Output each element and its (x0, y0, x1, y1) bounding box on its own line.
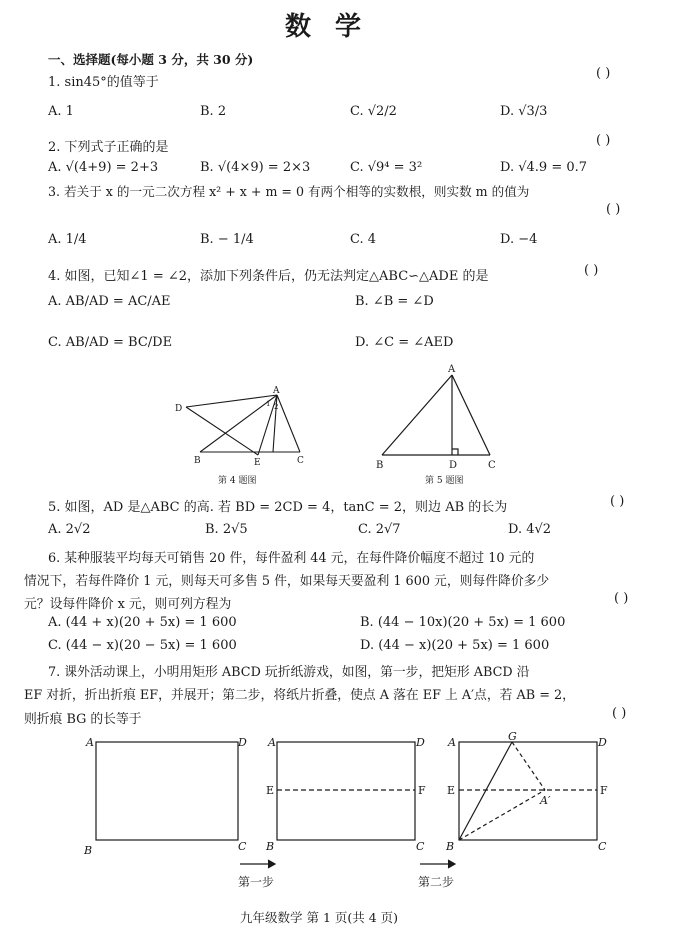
fig4-label-2: 2 (274, 403, 279, 411)
q4-option-d: D. ∠C = ∠AED (355, 335, 454, 350)
q3-answer-bracket: ( ) (606, 202, 621, 217)
fig4-label-d: D (175, 404, 183, 414)
figure-5-caption: 第 5 题图 (425, 476, 464, 486)
q2-option-c: C. √9⁴ = 3² (350, 160, 423, 175)
q4-option-c: C. AB/AD = BC/DE (48, 335, 173, 350)
fig7-r1-label-b: B (84, 844, 93, 857)
fig7-step1-caption: 第一步 (238, 875, 275, 889)
q4-stem: 4. 如图，已知∠1 = ∠2，添加下列条件后，仍无法判定△ABC∽△ADE 的是 (48, 269, 489, 284)
fig7-r2-label-f: F (418, 784, 426, 797)
q1-answer-bracket: ( ) (596, 66, 611, 81)
fig7-r2-label-c: C (416, 840, 425, 853)
fig5-label-c: C (488, 460, 496, 470)
figure-5-triangle (370, 360, 510, 470)
figure-4-triangles (170, 360, 320, 470)
q5-option-a: A. 2√2 (48, 522, 91, 537)
q6-option-c: C. (44 − x)(20 − 5x) = 1 600 (48, 638, 237, 653)
fig7-r1-label-c: C (238, 840, 247, 853)
q5-stem: 5. 如图，AD 是△ABC 的高. 若 BD = 2CD = 4，tanC = 2，则边 AB 的长为 (48, 500, 508, 515)
fig7-r1-label-a: A (86, 736, 94, 749)
q1-option-b: B. 2 (200, 104, 227, 119)
q3-option-c: C. 4 (350, 232, 377, 247)
fig5-label-b: B (376, 460, 384, 470)
q5-option-d: D. 4√2 (508, 522, 552, 537)
q7-stem-line3: 则折痕 BG 的长等于 (24, 712, 142, 727)
page-title: 数学 (285, 12, 386, 42)
fig7-r2-label-d: D (416, 736, 425, 749)
q2-option-d: D. √4.9 = 0.7 (500, 160, 588, 175)
fig7-r2-label-b: B (266, 840, 275, 853)
q5-option-b: B. 2√5 (205, 522, 248, 537)
q1-stem: 1. sin45°的值等于 (48, 75, 159, 90)
q5-answer-bracket: ( ) (610, 494, 625, 509)
q1-option-d: D. √3/3 (500, 104, 548, 119)
q3-option-b: B. − 1/4 (200, 232, 254, 247)
fig4-label-c: C (297, 456, 304, 466)
fig5-label-d: D (449, 460, 458, 470)
fig7-step2-caption: 第二步 (418, 875, 455, 889)
q7-answer-bracket: ( ) (612, 706, 627, 721)
q6-option-d: D. (44 − x)(20 + 5x) = 1 600 (360, 638, 550, 653)
figure-4-caption: 第 4 题图 (218, 476, 257, 486)
fig7-r3-label-c: C (598, 840, 607, 853)
q4-option-b: B. ∠B = ∠D (355, 294, 434, 309)
q6-answer-bracket: ( ) (614, 591, 629, 606)
q4-option-a: A. AB/AD = AC/AE (48, 294, 171, 309)
q5-option-c: C. 2√7 (358, 522, 401, 537)
q6-stem-line1: 6. 某种服装平均每天可销售 20 件，每件盈利 44 元，在每件降价幅度不超过 10 元的 (48, 551, 535, 566)
fig7-r3-label-d: D (598, 736, 607, 749)
q6-option-a: A. (44 + x)(20 + 5x) = 1 600 (48, 615, 237, 630)
q1-option-a: A. 1 (48, 104, 74, 119)
q2-option-a: A. √(4+9) = 2+3 (48, 160, 159, 175)
fig4-label-a: A (273, 386, 280, 396)
fig5-label-a: A (448, 364, 456, 375)
q7-stem-line1: 7. 课外活动课上，小明用矩形 ABCD 玩折纸游戏，如图，第一步，把矩形 ABCD 沿 (48, 665, 530, 680)
fig7-r3-label-b: B (446, 840, 455, 853)
q3-stem: 3. 若关于 x 的一元二次方程 x² + x + m = 0 有两个相等的实数根，则实数 m 的值为 (48, 184, 530, 199)
page-footer: 九年级数学 第 1 页(共 4 页) (240, 910, 399, 925)
q6-stem-line3: 元？设每件降价 x 元，则可列方程为 (24, 597, 232, 612)
fig7-r3-label-a-prime: A′ (540, 794, 551, 807)
fig4-label-1: 1 (266, 400, 271, 408)
q3-option-a: A. 1/4 (48, 232, 87, 247)
fig7-r3-label-e: E (447, 784, 456, 797)
q2-option-b: B. √(4×9) = 2×3 (200, 160, 311, 175)
q1-option-c: C. √2/2 (350, 104, 397, 119)
fig7-r3-label-a: A (448, 736, 456, 749)
q2-stem: 2. 下列式子正确的是 (48, 140, 169, 155)
q3-option-d: D. −4 (500, 232, 538, 247)
q7-stem-line2: EF 对折，折出折痕 EF，并展开；第二步，将纸片折叠，使点 A 落在 EF 上 A′点，若 AB = 2， (24, 688, 575, 703)
q6-stem-line2: 情况下，若每件降价 1 元，则每天可多售 5 件，如果每天要盈利 1 600 元，则每件降价多少 (24, 574, 550, 589)
fig4-label-b: B (194, 456, 201, 466)
section-heading: 一、选择题(每小题 3 分，共 30 分) (48, 52, 254, 67)
fig7-r2-label-a: A (268, 736, 276, 749)
fig4-label-e: E (254, 458, 261, 468)
fig7-r2-label-e: E (266, 784, 275, 797)
fig7-r1-label-d: D (238, 736, 247, 749)
q6-option-b: B. (44 − 10x)(20 + 5x) = 1 600 (360, 615, 566, 630)
fig7-r3-label-f: F (600, 784, 608, 797)
q4-answer-bracket: ( ) (584, 263, 599, 278)
figure-7-folding (80, 728, 620, 896)
q2-answer-bracket: ( ) (596, 133, 611, 148)
fig7-r3-label-g: G (508, 730, 517, 743)
